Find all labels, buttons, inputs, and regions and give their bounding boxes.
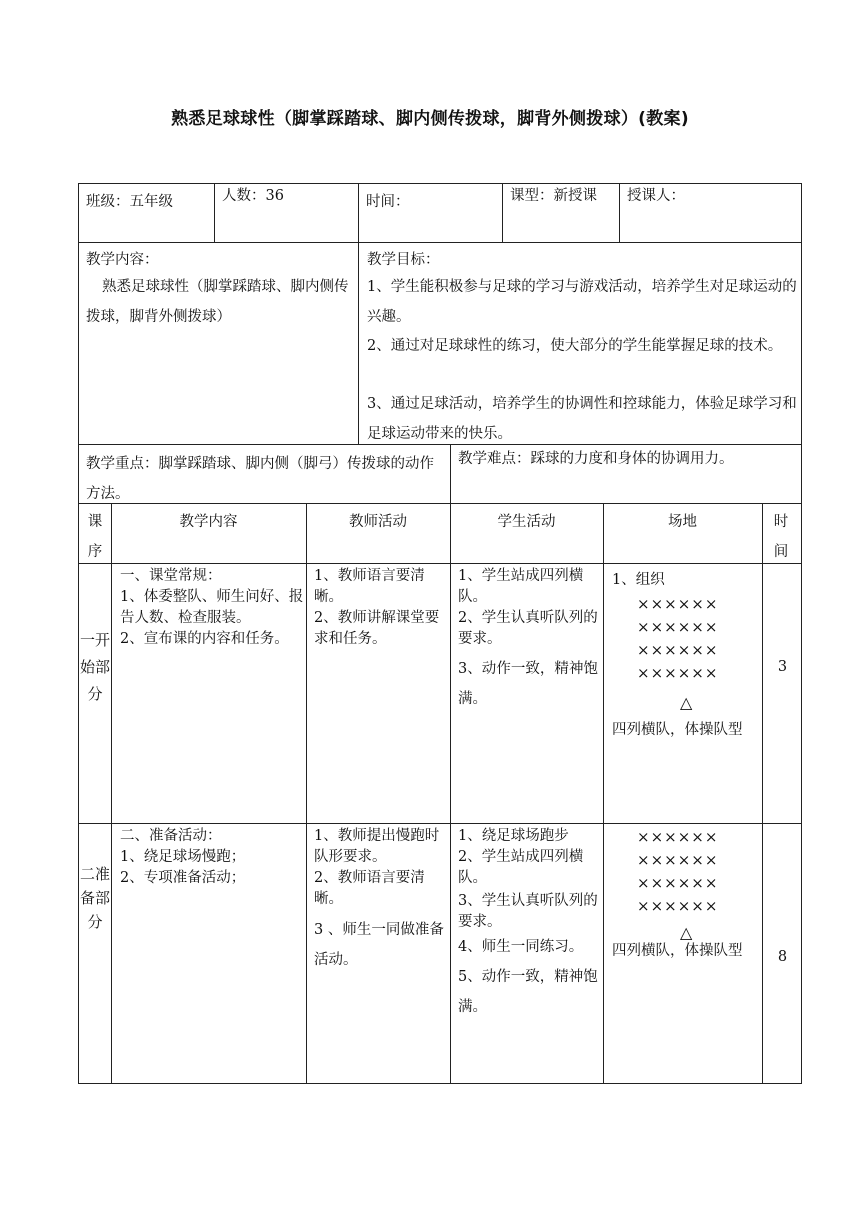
teacher-field: 授课人： — [627, 188, 685, 204]
goal-item: 1、学生能积极参与足球的学习与游戏活动，培养学生对足球运动的兴趣。 — [367, 279, 797, 325]
teacher-line: 1、教师提出慢跑时队形要求。 — [314, 828, 440, 865]
goal-item: 3、通过足球活动，培养学生的协调性和控球能力，体验足球学习和足球运动带来的快乐。 — [367, 396, 797, 442]
content-line: 二、准备活动： — [120, 828, 222, 844]
content-text: 熟悉足球球性（脚掌踩踏球、脚内侧传拨球，脚背外侧拨球） — [86, 279, 349, 325]
col-header-time: 时间 — [773, 514, 789, 560]
formation-row: ×××××× — [637, 641, 719, 659]
teaching-difficulty: 教学难点：踩球的力度和身体的协调用力。 — [458, 451, 734, 467]
count-field: 人数：36 — [222, 188, 284, 204]
content-line: 1、绕足球场慢跑； — [120, 849, 246, 865]
formation-row: ×××××× — [637, 897, 719, 915]
student-line: 3、动作一致，精神饱满。 — [458, 661, 598, 707]
col-divider — [502, 183, 503, 242]
formation-row: ×××××× — [637, 664, 719, 682]
teacher-line: 1、教师语言要清晰。 — [314, 568, 425, 605]
row-divider — [78, 563, 802, 564]
teacher-line: 2、教师讲解课堂要求和任务。 — [314, 610, 440, 647]
content-line: 2、专项准备活动； — [120, 870, 246, 886]
col-header-venue: 场地 — [668, 514, 697, 530]
content-label: 教学内容： — [86, 252, 159, 268]
content-line: 1、体委整队、师生问好、报告人数、检查服装。 — [120, 589, 304, 626]
student-line: 2、学生站成四列横队。 — [458, 849, 584, 886]
col-divider — [214, 183, 215, 242]
page-title: 熟悉足球球性（脚掌踩踏球、脚内侧传拨球，脚背外侧拨球）(教案) — [171, 109, 689, 129]
section-seq: 一开始部分 — [80, 631, 111, 703]
row-divider — [78, 242, 802, 243]
col-divider — [306, 503, 307, 1084]
formation-row: ×××××× — [637, 851, 719, 869]
formation-row: ×××××× — [637, 874, 719, 892]
col-header-student: 学生活动 — [497, 514, 556, 530]
venue-note: 四列横队，体操队型 — [612, 943, 743, 959]
student-line: 3、学生认真听队列的要求。 — [458, 893, 598, 930]
goal-item: 2、通过对足球球性的练习，使大部分的学生能掌握足球的技术。 — [367, 338, 783, 354]
student-line: 5、动作一致，精神饱满。 — [458, 969, 598, 1015]
col-divider — [619, 183, 620, 242]
formation-row: ×××××× — [637, 595, 719, 613]
section-time: 8 — [777, 949, 788, 965]
teacher-line: 3 、师生一同做准备活动。 — [314, 922, 444, 968]
section-seq: 二准备部分 — [80, 865, 111, 931]
col-divider — [358, 242, 359, 444]
venue-note: 四列横队，体操队型 — [612, 722, 743, 738]
venue-label: 1、组织 — [612, 572, 665, 588]
teacher-position-icon: △ — [680, 693, 693, 712]
goals-label: 教学目标： — [367, 252, 440, 268]
col-divider — [450, 503, 451, 1084]
time-field: 时间： — [366, 194, 410, 210]
teaching-focus: 教学重点：脚掌踩踏球、脚内侧（脚弓）传拨球的动作方法。 — [86, 456, 434, 502]
teacher-position-icon: △ — [680, 923, 693, 942]
content-line: 一、课堂常规： — [120, 568, 222, 584]
type-field: 课型：新授课 — [510, 188, 597, 204]
col-divider — [450, 444, 451, 503]
class-field: 班级：五年级 — [86, 194, 173, 210]
content-line: 2、宣布课的内容和任务。 — [120, 631, 289, 647]
col-header-teacher: 教师活动 — [349, 514, 407, 530]
student-line: 1、学生站成四列横队。 — [458, 568, 584, 605]
section-time: 3 — [777, 659, 788, 675]
col-divider — [603, 503, 604, 1084]
col-divider — [358, 183, 359, 242]
col-divider — [762, 503, 763, 1084]
col-header-seq: 课序 — [87, 514, 103, 560]
row-divider — [78, 823, 802, 824]
formation-row: ×××××× — [637, 618, 719, 636]
student-line: 4、师生一同练习。 — [458, 939, 584, 955]
formation-row: ×××××× — [637, 828, 719, 846]
student-line: 2、学生认真听队列的要求。 — [458, 610, 598, 647]
col-divider — [111, 503, 112, 1084]
student-line: 1、绕足球场跑步 — [458, 828, 569, 844]
teacher-line: 2、教师语言要清晰。 — [314, 870, 425, 907]
col-header-content: 教学内容 — [179, 514, 238, 530]
